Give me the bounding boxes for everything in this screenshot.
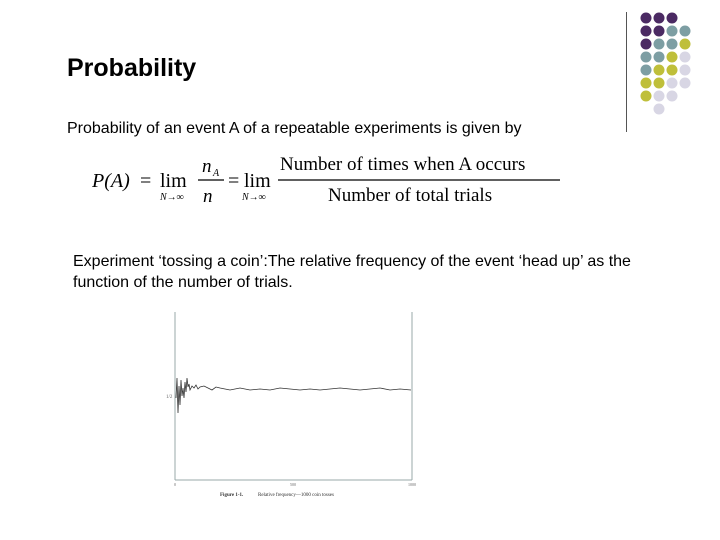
decorative-dot [654,26,665,37]
decorative-dot [641,13,652,24]
decorative-dot [667,39,678,50]
frac2-numerator: Number of times when A occurs [280,154,526,175]
decorative-dot [641,78,652,89]
x-tick-500: 500 [290,482,296,487]
decorative-dot [641,39,652,50]
decorative-dot [680,52,691,63]
decorative-dot [654,39,665,50]
decorative-dot-grid [640,12,720,122]
decorative-dot [641,65,652,76]
frac1-numerator-sub: A [213,168,220,179]
decorative-dot [667,26,678,37]
intro-text: Probability of an event A of a repeatable experiments is given by [67,120,522,137]
decorative-dot [667,78,678,89]
svg-text:=: = [228,170,240,192]
decorative-dot [680,26,691,37]
decorative-divider-line [626,12,627,132]
coin-toss-figure [160,308,430,508]
figure-caption-text: Relative frequency—1000 coin tosses [258,493,334,498]
formula-lim-1: lim [160,170,187,192]
decorative-dot [641,26,652,37]
decorative-dot [667,13,678,24]
decorative-dot [667,91,678,102]
probability-formula [92,150,572,212]
decorative-dot [680,65,691,76]
decorative-dot [680,78,691,89]
figure-caption-prefix: Figure 1-1. [220,493,244,498]
decorative-dot [667,65,678,76]
frac1-denominator: n [203,186,213,207]
decorative-dot [654,52,665,63]
decorative-dot [654,65,665,76]
decorative-dot [680,39,691,50]
decorative-dot [654,104,665,115]
decorative-dot [654,13,665,24]
relative-frequency-line [176,378,411,413]
decorative-dot [641,52,652,63]
decorative-dot [654,91,665,102]
x-tick-1000: 1000 [408,482,416,487]
experiment-text: Experiment ‘tossing a coin’:The relative frequency of the event ‘head up’ as the function of the number of trials. [73,253,631,291]
frac2-denominator: Number of total trials [328,185,493,206]
formula-lim-sub-2: N→∞ [242,192,266,203]
axis-mid-label: 1/2 [166,395,173,400]
decorative-dot [641,91,652,102]
formula-lhs: P(A) [92,170,130,192]
frac1-numerator: n [202,156,212,177]
x-tick-0: 0 [174,482,176,487]
formula-lim-sub-1: N→∞ [160,192,184,203]
slide-title: Probability [67,54,197,82]
svg-text:=: = [140,170,152,192]
formula-lim-2: lim [244,170,271,192]
decorative-dot [667,52,678,63]
decorative-dot [654,78,665,89]
